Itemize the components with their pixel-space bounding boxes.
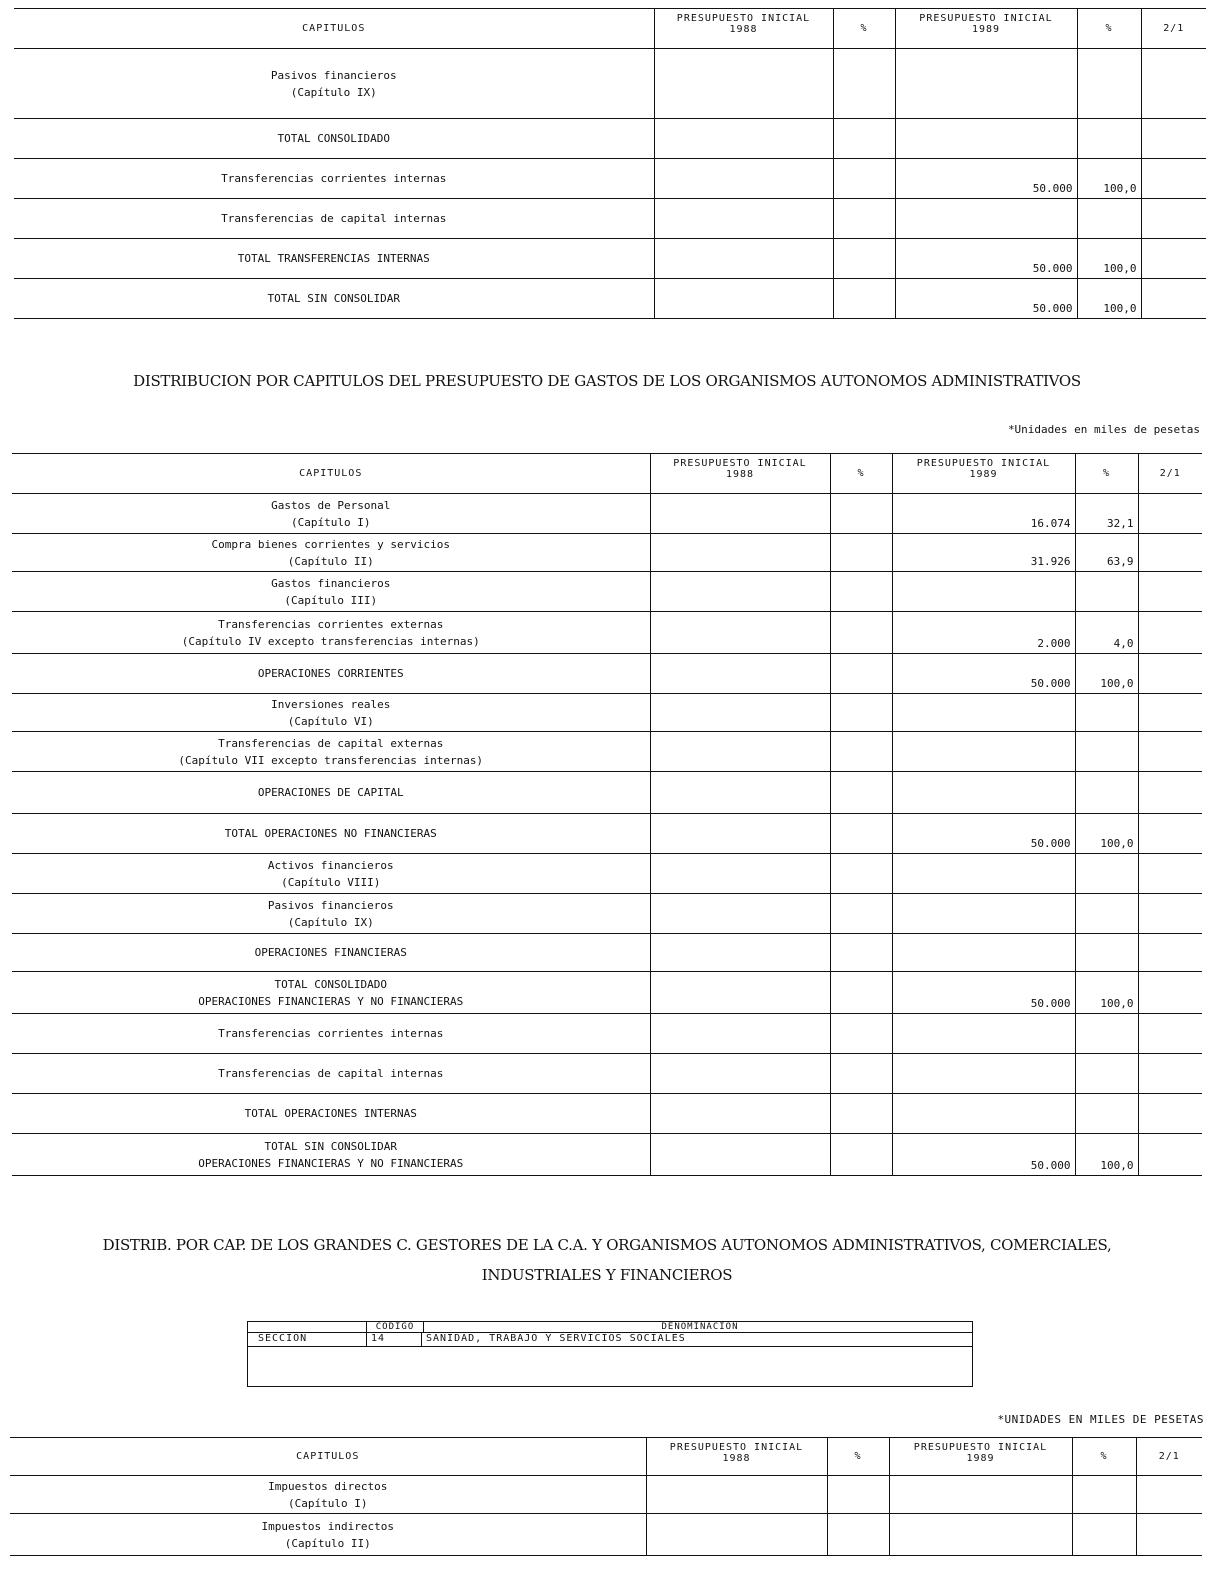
codigo-label: CODIGO <box>366 1322 424 1332</box>
row-label: Pasivos financieros (Capítulo IX) <box>14 49 654 119</box>
header-pct-1988: % <box>830 454 892 494</box>
header-pct-1989: % <box>1077 9 1141 49</box>
row-label: Impuestos directos (Capítulo I) <box>10 1476 646 1514</box>
cell-value-1988 <box>654 279 833 319</box>
cell-value-1988 <box>646 1476 827 1514</box>
cell-value-1989 <box>892 854 1075 894</box>
table-row <box>14 49 1206 119</box>
cell-value-1989 <box>892 572 1075 612</box>
cell-value-1989: 2.000 <box>892 612 1075 654</box>
cell-value-1988 <box>650 934 830 972</box>
cell-pct-1989: 100,0 <box>1077 159 1141 199</box>
header-ratio: 2/1 <box>1136 1438 1202 1476</box>
cell-value-1989 <box>895 49 1077 119</box>
cell-value-1988 <box>646 1514 827 1556</box>
cell-value-1988 <box>650 654 830 694</box>
table-top <box>14 8 1206 319</box>
cell-pct-1988 <box>830 1094 892 1134</box>
cell-pct-1988 <box>833 239 895 279</box>
row-label: Transferencias de capital internas <box>14 199 654 239</box>
cell-pct-1989 <box>1072 1476 1136 1514</box>
cell-pct-1989 <box>1075 772 1138 814</box>
header-capitulos: CAPITULOS <box>12 454 650 494</box>
table-row <box>12 612 1202 654</box>
cell-pct-1988 <box>830 1134 892 1176</box>
cell-pct-1989 <box>1077 49 1141 119</box>
cell-pct-1988 <box>833 199 895 239</box>
cell-value-1989: 50.000 <box>892 1134 1075 1176</box>
cell-value-1988 <box>650 694 830 732</box>
section-title-distrib-line2: INDUSTRIALES Y FINANCIEROS <box>481 1266 733 1284</box>
cell-pct-1988 <box>830 694 892 732</box>
row-label: TOTAL OPERACIONES INTERNAS <box>12 1094 650 1134</box>
cell-value-1989 <box>892 1094 1075 1134</box>
cell-ratio <box>1136 1514 1202 1556</box>
cell-value-1988 <box>654 199 833 239</box>
cell-pct-1988 <box>830 732 892 772</box>
cell-value-1988 <box>650 572 830 612</box>
cell-ratio <box>1138 894 1202 934</box>
cell-ratio <box>1138 1094 1202 1134</box>
cell-ratio <box>1141 199 1206 239</box>
cell-value-1988 <box>650 1134 830 1176</box>
cell-pct-1989: 100,0 <box>1075 814 1138 854</box>
cell-value-1989 <box>889 1476 1072 1514</box>
table-row <box>12 534 1202 572</box>
cell-ratio <box>1138 732 1202 772</box>
header-budget-1989: PRESUPUESTO INICIAL 1989 <box>889 1438 1072 1476</box>
cell-pct-1988 <box>830 572 892 612</box>
units-note: *Unidades en miles de pesetas <box>1007 423 1200 436</box>
table-row <box>14 279 1206 319</box>
row-label: Compra bienes corrientes y servicios (Capítulo II) <box>12 534 650 572</box>
cell-pct-1989: 100,0 <box>1075 972 1138 1014</box>
table-row <box>12 732 1202 772</box>
cell-value-1988 <box>650 612 830 654</box>
header-budget-1988: PRESUPUESTO INICIAL 1988 <box>646 1438 827 1476</box>
table-row <box>12 1054 1202 1094</box>
cell-ratio <box>1141 239 1206 279</box>
cell-value-1988 <box>654 119 833 159</box>
header-ratio: 2/1 <box>1138 454 1202 494</box>
cell-ratio <box>1138 1014 1202 1054</box>
cell-pct-1988 <box>830 814 892 854</box>
cell-value-1988 <box>650 1054 830 1094</box>
cell-value-1989 <box>892 894 1075 934</box>
cell-pct-1988 <box>830 972 892 1014</box>
cell-pct-1988 <box>830 654 892 694</box>
table-row <box>12 1014 1202 1054</box>
cell-value-1989: 50.000 <box>895 159 1077 199</box>
header-pct-1988: % <box>827 1438 889 1476</box>
header-capitulos: CAPITULOS <box>10 1438 646 1476</box>
section-code-box <box>247 1321 973 1387</box>
seccion-name: SANIDAD, TRABAJO Y SERVICIOS SOCIALES <box>426 1333 686 1344</box>
section-title-distrib: DISTRIB. POR CAP. DE LOS GRANDES C. GESTORES DE LA C.A. Y ORGANISMOS AUTONOMOS ADMINISTRATIVOS, COMERCIALES, <box>102 1236 1112 1254</box>
table-row <box>12 654 1202 694</box>
cell-value-1989 <box>892 732 1075 772</box>
row-label: OPERACIONES CORRIENTES <box>12 654 650 694</box>
cell-value-1988 <box>650 814 830 854</box>
table-row <box>10 1514 1202 1556</box>
row-label: TOTAL CONSOLIDADO OPERACIONES FINANCIERAS Y NO FINANCIERAS <box>12 972 650 1014</box>
cell-pct-1988 <box>830 854 892 894</box>
table-row <box>12 972 1202 1014</box>
cell-value-1989: 50.000 <box>895 239 1077 279</box>
header-pct-1989: % <box>1072 1438 1136 1476</box>
cell-pct-1988 <box>830 894 892 934</box>
cell-ratio <box>1138 1054 1202 1094</box>
table-row <box>12 934 1202 972</box>
seccion-label: SECCION <box>258 1333 308 1344</box>
cell-ratio <box>1138 972 1202 1014</box>
row-label: TOTAL OPERACIONES NO FINANCIERAS <box>12 814 650 854</box>
header-budget-1989: PRESUPUESTO INICIAL 1989 <box>895 9 1077 49</box>
cell-value-1989: 16.074 <box>892 494 1075 534</box>
seccion-code: 14 <box>366 1332 422 1346</box>
cell-pct-1989: 4,0 <box>1075 612 1138 654</box>
cell-ratio <box>1141 279 1206 319</box>
section-title-gastos: DISTRIBUCION POR CAPITULOS DEL PRESUPUESTO DE GASTOS DE LOS ORGANISMOS AUTONOMOS ADMINISTRATIVOS <box>133 372 1081 390</box>
cell-value-1988 <box>650 854 830 894</box>
table-row <box>14 159 1206 199</box>
cell-ratio <box>1141 159 1206 199</box>
cell-pct-1989 <box>1075 694 1138 732</box>
row-label: TOTAL TRANSFERENCIAS INTERNAS <box>14 239 654 279</box>
cell-pct-1988 <box>830 934 892 972</box>
cell-ratio <box>1138 494 1202 534</box>
cell-value-1989 <box>892 694 1075 732</box>
cell-ratio <box>1138 1134 1202 1176</box>
row-label: OPERACIONES DE CAPITAL <box>12 772 650 814</box>
table-row <box>12 854 1202 894</box>
row-label: Activos financieros (Capítulo VIII) <box>12 854 650 894</box>
cell-value-1989 <box>892 1054 1075 1094</box>
units-note-upper: *UNIDADES EN MILES DE PESETAS <box>997 1413 1204 1426</box>
table-row <box>12 894 1202 934</box>
cell-value-1988 <box>650 534 830 572</box>
table-row <box>10 1476 1202 1514</box>
cell-pct-1988 <box>827 1476 889 1514</box>
cell-value-1989 <box>889 1514 1072 1556</box>
table-row <box>12 1134 1202 1176</box>
cell-pct-1989 <box>1075 732 1138 772</box>
cell-value-1988 <box>654 159 833 199</box>
cell-pct-1989 <box>1075 572 1138 612</box>
row-label: TOTAL SIN CONSOLIDAR <box>14 279 654 319</box>
cell-ratio <box>1138 694 1202 732</box>
header-budget-1988: PRESUPUESTO INICIAL 1988 <box>650 454 830 494</box>
row-label: Gastos de Personal (Capítulo I) <box>12 494 650 534</box>
cell-pct-1988 <box>830 1054 892 1094</box>
table-row <box>14 119 1206 159</box>
cell-value-1989 <box>892 772 1075 814</box>
cell-value-1989 <box>895 119 1077 159</box>
cell-ratio <box>1138 934 1202 972</box>
cell-value-1989: 50.000 <box>892 814 1075 854</box>
cell-pct-1989: 100,0 <box>1077 279 1141 319</box>
cell-pct-1988 <box>830 772 892 814</box>
row-label: TOTAL SIN CONSOLIDAR OPERACIONES FINANCIERAS Y NO FINANCIERAS <box>12 1134 650 1176</box>
cell-ratio <box>1138 772 1202 814</box>
cell-value-1988 <box>650 1014 830 1054</box>
row-label: Transferencias corrientes internas <box>14 159 654 199</box>
row-label: OPERACIONES FINANCIERAS <box>12 934 650 972</box>
cell-pct-1989 <box>1075 854 1138 894</box>
table-row <box>12 1094 1202 1134</box>
row-label: Transferencias de capital internas <box>12 1054 650 1094</box>
cell-ratio <box>1138 654 1202 694</box>
cell-value-1989 <box>892 934 1075 972</box>
cell-pct-1988 <box>833 119 895 159</box>
header-pct-1988: % <box>833 9 895 49</box>
row-label: Gastos financieros (Capítulo III) <box>12 572 650 612</box>
row-label: Impuestos indirectos (Capítulo II) <box>10 1514 646 1556</box>
cell-pct-1989 <box>1077 119 1141 159</box>
cell-pct-1989: 100,0 <box>1075 1134 1138 1176</box>
cell-value-1988 <box>654 49 833 119</box>
cell-pct-1988 <box>833 49 895 119</box>
cell-pct-1989: 100,0 <box>1077 239 1141 279</box>
table-gastos <box>12 453 1202 1176</box>
cell-pct-1989 <box>1077 199 1141 239</box>
table-row <box>12 694 1202 732</box>
cell-value-1989: 50.000 <box>892 972 1075 1014</box>
cell-value-1988 <box>650 1094 830 1134</box>
cell-value-1989: 50.000 <box>892 654 1075 694</box>
cell-pct-1989 <box>1075 894 1138 934</box>
header-budget-1988: PRESUPUESTO INICIAL 1988 <box>654 9 833 49</box>
cell-pct-1989 <box>1072 1514 1136 1556</box>
cell-value-1989 <box>892 1014 1075 1054</box>
row-label: Inversiones reales (Capítulo VI) <box>12 694 650 732</box>
cell-pct-1989 <box>1075 1094 1138 1134</box>
cell-value-1988 <box>650 732 830 772</box>
cell-pct-1989 <box>1075 1014 1138 1054</box>
header-capitulos: CAPITULOS <box>14 9 654 49</box>
cell-ratio <box>1138 814 1202 854</box>
cell-pct-1988 <box>830 494 892 534</box>
cell-pct-1988 <box>827 1514 889 1556</box>
cell-ratio <box>1141 119 1206 159</box>
cell-value-1988 <box>650 494 830 534</box>
cell-pct-1989 <box>1075 934 1138 972</box>
cell-pct-1988 <box>830 1014 892 1054</box>
cell-ratio <box>1138 534 1202 572</box>
table-ingresos <box>10 1437 1202 1556</box>
cell-ratio <box>1141 49 1206 119</box>
cell-pct-1989: 100,0 <box>1075 654 1138 694</box>
cell-value-1989: 31.926 <box>892 534 1075 572</box>
denominacion-label: DENOMINACION <box>661 1322 739 1332</box>
header-budget-1989: PRESUPUESTO INICIAL 1989 <box>892 454 1075 494</box>
table-row <box>12 572 1202 612</box>
table-row <box>12 814 1202 854</box>
table-row <box>14 239 1206 279</box>
cell-value-1988 <box>650 972 830 1014</box>
cell-pct-1988 <box>830 612 892 654</box>
cell-value-1988 <box>654 239 833 279</box>
table-row <box>12 772 1202 814</box>
row-label: Transferencias corrientes externas (Capítulo IV excepto transferencias internas) <box>12 612 650 654</box>
cell-ratio <box>1136 1476 1202 1514</box>
row-label: Transferencias de capital externas (Capítulo VII excepto transferencias internas) <box>12 732 650 772</box>
cell-pct-1989: 32,1 <box>1075 494 1138 534</box>
cell-value-1989: 50.000 <box>895 279 1077 319</box>
row-label: TOTAL CONSOLIDADO <box>14 119 654 159</box>
cell-ratio <box>1138 854 1202 894</box>
cell-pct-1988 <box>833 279 895 319</box>
table-row <box>14 199 1206 239</box>
cell-pct-1989 <box>1075 1054 1138 1094</box>
header-pct-1989: % <box>1075 454 1138 494</box>
row-label: Pasivos financieros (Capítulo IX) <box>12 894 650 934</box>
cell-value-1988 <box>650 894 830 934</box>
cell-value-1988 <box>650 772 830 814</box>
cell-ratio <box>1138 572 1202 612</box>
cell-pct-1988 <box>833 159 895 199</box>
header-ratio: 2/1 <box>1141 9 1206 49</box>
cell-pct-1989: 63,9 <box>1075 534 1138 572</box>
cell-ratio <box>1138 612 1202 654</box>
row-label: Transferencias corrientes internas <box>12 1014 650 1054</box>
cell-pct-1988 <box>830 534 892 572</box>
cell-value-1989 <box>895 199 1077 239</box>
table-row <box>12 494 1202 534</box>
